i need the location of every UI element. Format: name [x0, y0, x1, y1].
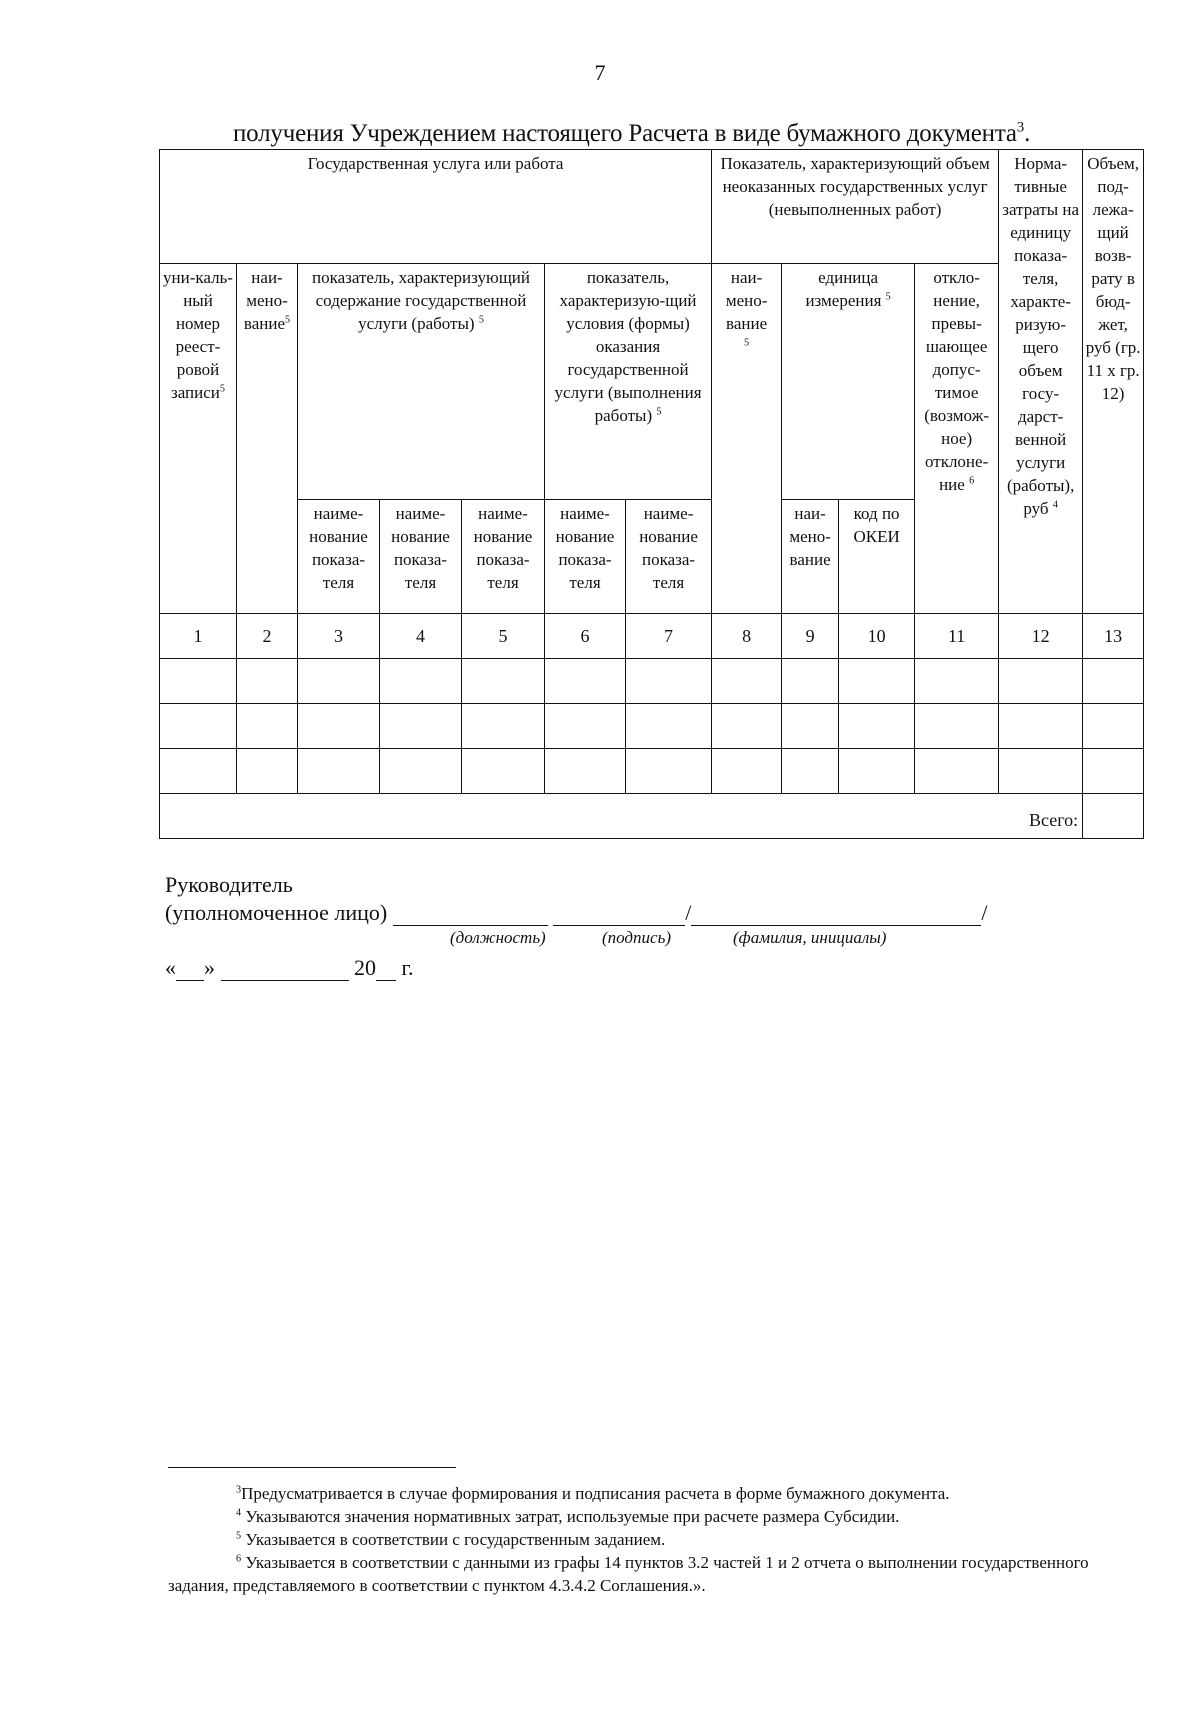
column-number: 5 [462, 614, 545, 659]
name-note: 5 [285, 314, 291, 326]
table-cell[interactable] [626, 659, 712, 704]
signature-title: Руководитель [165, 872, 293, 897]
table-cell[interactable] [1083, 704, 1144, 749]
sub-unit-name: наи-мено-вание [782, 500, 839, 614]
table-cell[interactable] [462, 749, 545, 794]
header-content-indicator [298, 264, 545, 500]
table-cell[interactable] [782, 659, 839, 704]
signature-field[interactable] [553, 903, 685, 926]
table-cell[interactable] [1083, 659, 1144, 704]
position-field[interactable] [393, 903, 548, 926]
table-cell[interactable] [1083, 749, 1144, 794]
unique-number-note: 5 [219, 383, 225, 395]
table-cell[interactable] [298, 659, 380, 704]
table-cell[interactable] [915, 749, 999, 794]
deviation-label: откло-нение, превы-шающее допус-тимое (возмож-ное) отклоне-ние [924, 268, 990, 494]
sub-indicator-name-3: наиме-нование показа-теля [298, 500, 380, 614]
calculation-table [159, 149, 1144, 839]
header-indicator-name [712, 264, 782, 614]
table-cell[interactable] [626, 749, 712, 794]
footnote-text: Предусматривается в случае формирования и подписания расчета в форме бумажного документа. [241, 1484, 950, 1503]
table-cell[interactable] [712, 659, 782, 704]
unit-note: 5 [885, 291, 891, 303]
table-cell[interactable] [839, 749, 915, 794]
footnotes [168, 1482, 1118, 1597]
footnote-separator [168, 1467, 456, 1468]
day-field[interactable] [176, 958, 204, 981]
table-cell[interactable] [380, 659, 462, 704]
table-row [160, 659, 1144, 704]
table-cell[interactable] [626, 704, 712, 749]
header-unit [782, 264, 915, 500]
table-cell[interactable] [298, 704, 380, 749]
column-number: 3 [298, 614, 380, 659]
slash-1: / [685, 900, 692, 925]
header-unique-number [160, 264, 237, 614]
deviation-note: 6 [969, 475, 975, 487]
header-indicator-group: Показатель, характеризующий объем неоказанных государственных услуг (невыполненных работ) [712, 150, 999, 264]
column-number: 6 [545, 614, 626, 659]
table-cell[interactable] [545, 704, 626, 749]
column-number: 12 [999, 614, 1083, 659]
content-indicator-label: показатель, характеризующий содержание государственной услуги (работы) [312, 268, 530, 333]
footnote-5 [168, 1528, 1118, 1551]
column-number: 8 [712, 614, 782, 659]
table-cell[interactable] [160, 749, 237, 794]
table-cell[interactable] [380, 749, 462, 794]
header-return-volume: Объем, под-лежа-щий возв-рату в бюд-жет, руб (гр. 11 х гр. 12) [1083, 150, 1144, 614]
header-service-group: Государственная услуга или работа [160, 150, 712, 264]
indicator-name-note: 5 [744, 337, 750, 349]
table-cell[interactable] [839, 704, 915, 749]
footnote-mark: 6 [236, 1553, 242, 1565]
table-cell[interactable] [915, 659, 999, 704]
column-number: 13 [1083, 614, 1144, 659]
column-number: 10 [839, 614, 915, 659]
year-field[interactable] [376, 958, 396, 981]
sub-indicator-name-7: наиме-нование показа-теля [626, 500, 712, 614]
table-cell[interactable] [545, 749, 626, 794]
table-cell[interactable] [462, 704, 545, 749]
date-line [165, 955, 414, 981]
table-cell[interactable] [712, 704, 782, 749]
heading-tail: . [1024, 120, 1031, 147]
table-cell[interactable] [462, 659, 545, 704]
table-cell[interactable] [160, 704, 237, 749]
table-row [160, 704, 1144, 749]
table-cell[interactable] [999, 704, 1083, 749]
slash-2: / [981, 900, 988, 925]
sub-indicator-name-5: наиме-нование показа-теля [462, 500, 545, 614]
column-number: 2 [237, 614, 298, 659]
header-conditions-indicator [545, 264, 712, 500]
table-cell[interactable] [712, 749, 782, 794]
caption-signature: (подпись) [602, 928, 671, 947]
content-indicator-note: 5 [478, 314, 484, 326]
heading-text: получения Учреждением настоящего Расчета в виде бумажного документа [233, 120, 1017, 147]
footnote-4 [168, 1505, 1118, 1528]
caption-name: (фамилия, инициалы) [733, 928, 887, 947]
table-cell[interactable] [237, 749, 298, 794]
date-open-quote: « [165, 955, 176, 980]
year-prefix: 20 [354, 955, 376, 980]
page-number: 7 [594, 60, 606, 85]
heading [233, 120, 1030, 148]
indicator-name-label: наи-мено-вание [725, 268, 768, 333]
total-value-cell[interactable] [1083, 794, 1144, 839]
column-number: 9 [782, 614, 839, 659]
table-cell[interactable] [237, 659, 298, 704]
sub-indicator-name-6: наиме-нование показа-теля [545, 500, 626, 614]
name-label: наи-мено-вание [243, 268, 288, 333]
conditions-indicator-label: показатель, характеризую-щий условия (формы) оказания государственной услуги (выполнения работы) [554, 268, 702, 425]
sub-unit-okei: код по ОКЕИ [839, 500, 915, 614]
footnote-mark: 4 [236, 1507, 242, 1519]
table-cell[interactable] [298, 749, 380, 794]
month-field[interactable] [221, 958, 349, 981]
total-row [160, 794, 1144, 839]
table-cell[interactable] [160, 659, 237, 704]
column-number: 4 [380, 614, 462, 659]
footnote-3 [168, 1482, 1118, 1505]
signature-line [165, 900, 988, 926]
conditions-indicator-note: 5 [656, 406, 662, 418]
table-cell[interactable] [999, 749, 1083, 794]
header-name [237, 264, 298, 614]
table-cell[interactable] [545, 659, 626, 704]
table-cell[interactable] [782, 749, 839, 794]
footnote-text: Указывается в соответствии с данными из графы 14 пунктов 3.2 частей 1 и 2 отчета о выполнении государственного задания, представляемого в соответствии с пунктом 4.3.4.2 Соглашения.». [168, 1553, 1089, 1595]
table-cell[interactable] [839, 659, 915, 704]
footnote-6 [168, 1551, 1118, 1597]
footnote-text: Указывается в соответствии с государственным заданием. [245, 1530, 666, 1549]
footnote-mark: 3 [236, 1484, 242, 1496]
footnote-text: Указываются значения нормативных затрат, используемые при расчете размера Субсидии. [245, 1507, 900, 1526]
normative-costs-note: 4 [1052, 499, 1058, 511]
unit-label: единица измерения [805, 268, 882, 310]
normative-costs-label: Норма-тивные затраты на единицу показа-теля, характе-ризую-щего объем госу-дарст-венной услуги (работы), руб [1002, 154, 1080, 518]
name-field[interactable] [691, 903, 981, 926]
signature-role: (уполномоченное лицо) [165, 900, 388, 925]
table-cell[interactable] [782, 704, 839, 749]
table-cell[interactable] [237, 704, 298, 749]
sub-indicator-name-4: наиме-нование показа-теля [380, 500, 462, 614]
footnote-mark: 5 [236, 1530, 242, 1542]
table-cell[interactable] [915, 704, 999, 749]
column-number: 1 [160, 614, 237, 659]
unique-number-label: уни-каль-ный номер реест-ровой записи [163, 268, 233, 402]
column-number: 7 [626, 614, 712, 659]
header-normative-costs [999, 150, 1083, 614]
date-close-quote: » [204, 955, 215, 980]
table-row [160, 749, 1144, 794]
caption-position: (должность) [450, 928, 546, 947]
column-number-row [160, 614, 1144, 659]
column-number: 11 [915, 614, 999, 659]
heading-footnote-mark: 3 [1016, 119, 1025, 136]
header-deviation [915, 264, 999, 614]
total-label: Всего: [160, 794, 1083, 839]
year-suffix: г. [401, 955, 414, 980]
table-cell[interactable] [380, 704, 462, 749]
table-cell[interactable] [999, 659, 1083, 704]
